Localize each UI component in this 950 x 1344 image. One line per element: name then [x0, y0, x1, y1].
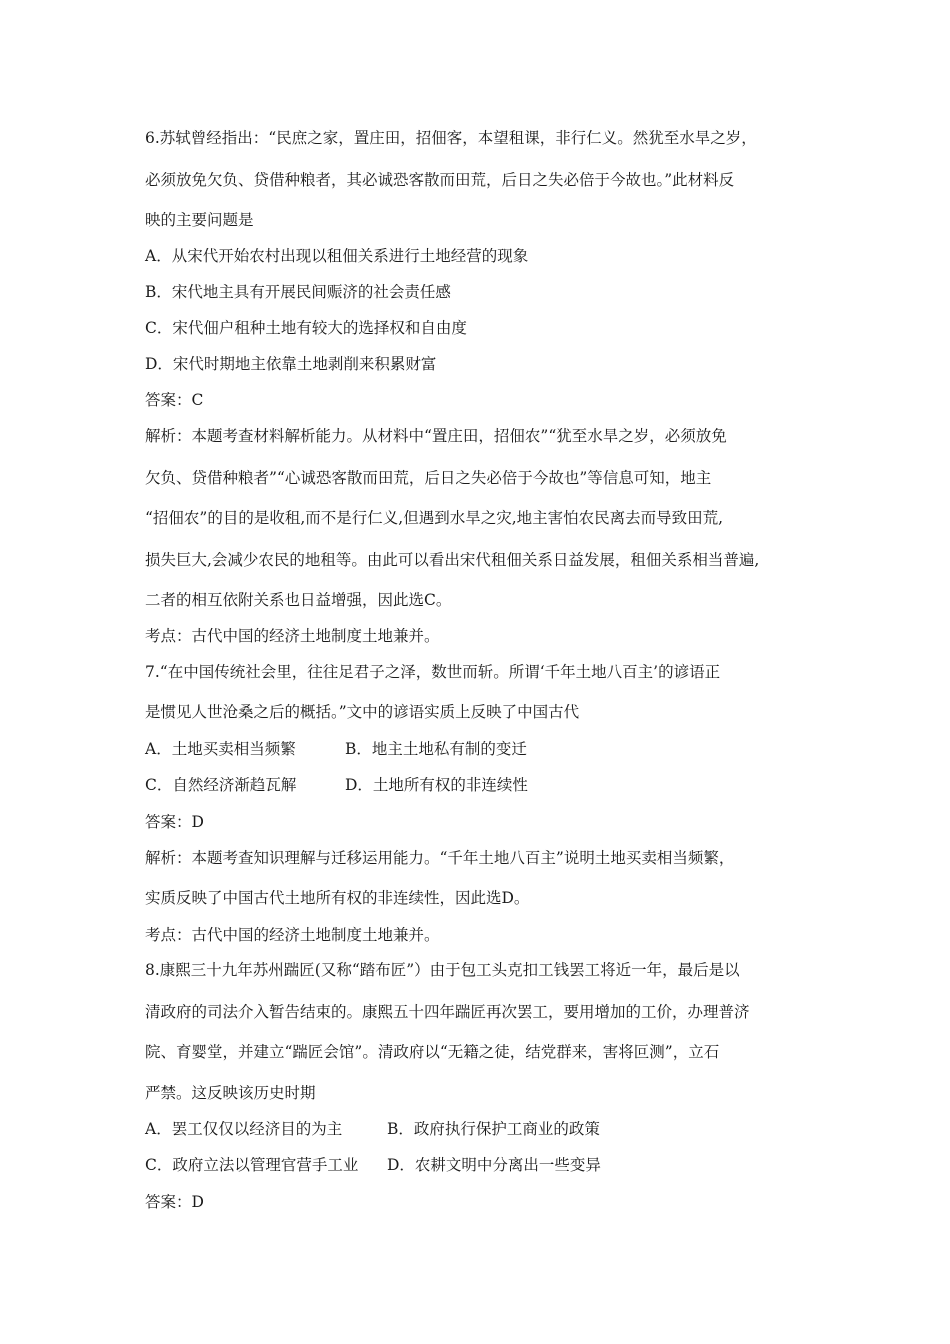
q6-key-point: 考点：古代中国的经济土地制度土地兼并。 — [145, 627, 440, 645]
q8-stem-line-1: 8.康熙三十九年苏州踹匠(又称“踏布匠”）由于包工头克扣工钱罢工将近一年，最后是以 — [145, 961, 740, 979]
q6-analysis-line-1: 解析：本题考查材料解析能力。从材料中“置庄田，招佃农”“犹至水旱之岁，必须放免 — [145, 427, 727, 445]
q6-stem-line-1: 6.苏轼曾经指出：“民庶之家，置庄田，招佃客，本望租课，非行仁义。然犹至水旱之岁， — [145, 129, 757, 147]
q8-stem-line-4: 严禁。这反映该历史时期 — [145, 1084, 316, 1102]
q8-option-b: B．政府执行保护工商业的政策 — [387, 1120, 600, 1138]
q7-option-d: D．土地所有权的非连续性 — [345, 776, 528, 794]
q7-stem-line-1: 7.“在中国传统社会里，往往足君子之泽，数世而斩。所谓‘千年土地八百主’的谚语正 — [145, 663, 721, 681]
q6-answer: 答案：C — [145, 391, 204, 409]
q8-options-row-1 — [145, 1119, 600, 1139]
q7-option-c: C．自然经济渐趋瓦解 — [145, 776, 297, 794]
q7-analysis-line-2: 实质反映了中国古代土地所有权的非连续性，因此选D。 — [145, 889, 530, 907]
q8-option-d: D．农耕文明中分离出一些变异 — [387, 1156, 601, 1174]
q6-option-a: A．从宋代开始农村出现以租佃关系进行土地经营的现象 — [145, 247, 529, 265]
q6-analysis-line-2: 欠负、贷借种粮者”“心诚恐客散而田荒，后日之失必倍于今故也”等信息可知，地主 — [145, 469, 712, 487]
q6-stem-line-3: 映的主要问题是 — [145, 211, 254, 229]
q7-analysis-line-1: 解析：本题考查知识理解与迁移运用能力。“千年土地八百主”说明土地买卖相当频繁， — [145, 849, 735, 867]
q7-stem-line-2: 是惯见人世沧桑之后的概括。”文中的谚语实质上反映了中国古代 — [145, 703, 580, 721]
q7-options-row-2 — [145, 775, 528, 795]
q6-analysis-line-3: “招佃农”的目的是收租,而不是行仁义,但遇到水旱之灾,地主害怕农民离去而导致田荒, — [145, 509, 724, 527]
q7-key-point: 考点：古代中国的经济土地制度土地兼并。 — [145, 926, 440, 944]
q8-options-row-2 — [145, 1155, 601, 1175]
q6-option-c: C．宋代佃户租种土地有较大的选择权和自由度 — [145, 319, 467, 337]
q7-option-a: A．土地买卖相当频繁 — [145, 740, 296, 758]
q6-stem-line-2: 必须放免欠负、贷借种粮者，其必诚恐客散而田荒，后日之失必倍于今故也。”此材料反 — [145, 171, 735, 189]
q8-answer: 答案：D — [145, 1193, 204, 1211]
q6-option-d: D．宋代时期地主依靠土地剥削来积累财富 — [145, 355, 437, 373]
q6-analysis-line-4: 损失巨大,会减少农民的地租等。由此可以看出宋代租佃关系日益发展，租佃关系相当普遍, — [145, 551, 760, 569]
q7-options-row-1 — [145, 739, 527, 759]
q8-option-a: A．罢工仅仅以经济目的为主 — [145, 1120, 343, 1138]
q8-stem-line-2: 清政府的司法介入暂告结束的。康熙五十四年踹匠再次罢工，要用增加的工价，办理普济 — [145, 1003, 750, 1021]
q8-option-c: C．政府立法以管理官营手工业 — [145, 1156, 359, 1174]
q6-option-b: B．宋代地主具有开展民间赈济的社会责任感 — [145, 283, 451, 301]
q7-answer: 答案：D — [145, 813, 204, 831]
q8-stem-line-3: 院、育婴堂，并建立“踹匠会馆”。清政府以“无籍之徒，结党群来，害将叵测”，立石 — [145, 1043, 720, 1061]
q6-analysis-line-5: 二者的相互依附关系也日益增强，因此选C。 — [145, 591, 452, 609]
q7-option-b: B．地主土地私有制的变迁 — [345, 740, 527, 758]
